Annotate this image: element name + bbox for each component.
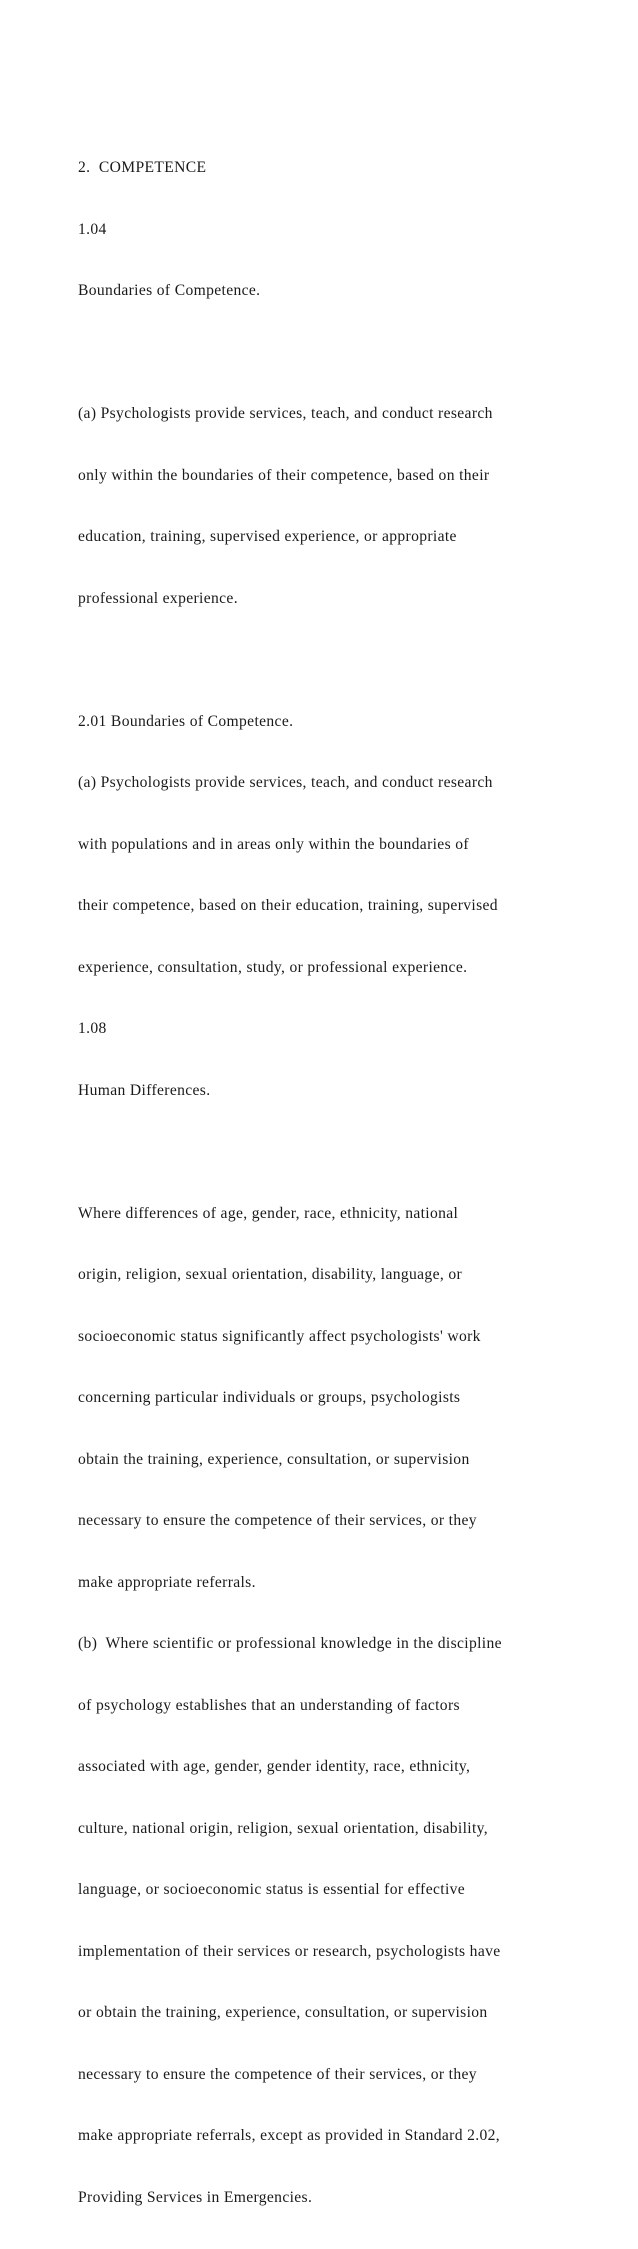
paragraph-line: Providing Services in Emergencies. bbox=[78, 2188, 313, 2206]
paragraph-line: make appropriate referrals, except as provided in Standard 2.02, bbox=[78, 2127, 501, 2144]
paragraph-line: concerning particular individuals or groups, psychologists bbox=[78, 1389, 461, 1406]
paragraph-line: obtain the training, experience, consultation, or supervision bbox=[78, 1450, 470, 1468]
paragraph-line: Where differences of age, gender, race, ethnicity, national bbox=[78, 1204, 459, 1222]
paragraph-line: socioeconomic status significantly affect psychologists' work bbox=[78, 1327, 481, 1345]
standard-title: 2.01 Boundaries of Competence. bbox=[78, 712, 294, 730]
paragraph-line: language, or socioeconomic status is essential for effective bbox=[78, 1881, 466, 1898]
standard-number: 1.04 bbox=[78, 220, 107, 238]
paragraph-line: professional experience. bbox=[78, 589, 238, 607]
paragraph-line: necessary to ensure the competence of their services, or they bbox=[78, 2065, 477, 2083]
paragraph-line: with populations and in areas only within the boundaries of bbox=[78, 835, 469, 853]
paragraph-line: experience, consultation, study, or professional experience. bbox=[78, 958, 468, 976]
blank-line bbox=[78, 1142, 623, 1163]
paragraph-line: associated with age, gender, gender identity, race, ethnicity, bbox=[78, 1758, 471, 1775]
standard-title: Human Differences. bbox=[78, 1081, 211, 1099]
paragraph-line: only within the boundaries of their competence, based on their bbox=[78, 466, 490, 484]
document-body bbox=[78, 117, 623, 2249]
paragraph-line: origin, religion, sexual orientation, disability, language, or bbox=[78, 1266, 463, 1283]
paragraph-line: (a) Psychologists provide services, teach, and conduct research bbox=[78, 405, 493, 422]
paragraph-line: of psychology establishes that an understanding of factors bbox=[78, 1696, 460, 1714]
paragraph-line: (a) Psychologists provide services, teach, and conduct research bbox=[78, 774, 493, 791]
paragraph-line: necessary to ensure the competence of their services, or they bbox=[78, 1512, 477, 1529]
paragraph-line: culture, national origin, religion, sexual orientation, disability, bbox=[78, 1819, 489, 1837]
paragraph-line: implementation of their services or research, psychologists have bbox=[78, 1942, 501, 1960]
paragraph-line: or obtain the training, experience, consultation, or supervision bbox=[78, 2004, 488, 2021]
blank-line bbox=[78, 650, 623, 671]
paragraph-line: their competence, based on their education, training, supervised bbox=[78, 897, 498, 914]
paragraph-line: (b) Where scientific or professional knowledge in the discipline bbox=[78, 1635, 502, 1652]
blank-line bbox=[78, 343, 623, 364]
paragraph-line: make appropriate referrals. bbox=[78, 1573, 256, 1591]
standard-title: Boundaries of Competence. bbox=[78, 282, 261, 299]
standard-number: 1.08 bbox=[78, 1020, 107, 1037]
section-heading: 2. COMPETENCE bbox=[78, 159, 207, 176]
paragraph-line: education, training, supervised experience, or appropriate bbox=[78, 528, 457, 545]
